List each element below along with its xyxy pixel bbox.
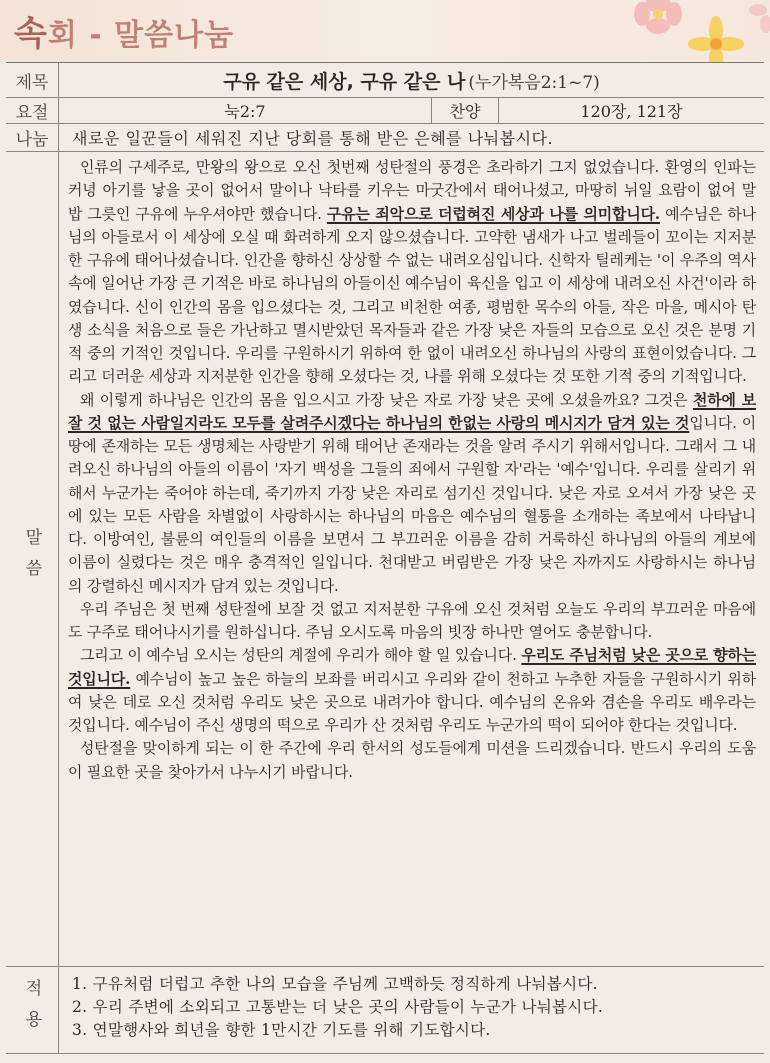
header-title-rest: 회 - 말씀나눔 [47,18,235,53]
body-paragraph-4 [68,644,756,737]
body-paragraph-5 [68,737,756,784]
body-text-segment: 인류의 구세주로, 만왕의 왕으로 오신 첫번째 성탄절의 풍경은 초라하기 그지 없었습니다. 환영의 인파는커녕 아기를 낳을 곳이 없어서 말이나 낙타를 키우는 마굿간에서 태어나셨고, 마땅히 뉘일 요람이 없어 말 밥 그릇인 구유에 누우셔야만 했습니다. [68,158,756,223]
summary-row [6,98,764,124]
body-text-segment: 예수님은 하나님의 아들로서 이 세상에 오실 때 화려하게 오지 않으셨습니다. 고약한 냄새가 나고 벌레들이 꼬이는 지저분한 구유에 태어나셨습니다. 인간을 향하신 상상할 수 없는 내려오심입니다. 신학자 틸레케는 '이 우주의 역사 속에 일어난 가장 큰 기적은 바로 하나님의 아들이신 예수님이 육신을 입고 이 세상에 내려오신 사건'이라 하였습니다. 신이 인간의 몸을 입으셨다는 것, 그리고 비천한 여종, 평범한 목수의 아들, 작은 마을, 메시아 탄생 소식을 처음으로 들은 가난하고 멸시받았던 목자들과 같은 가장 낮은 자들의 모습으로 오신 것은 분명 기적 중의 기적인 것입니다. 우리를 구원하시기 위하여 한 없이 내려오신 하나님의 사랑의 표현이었습니다. 그리고 더러운 세상과 지저분한 인간을 향해 오셨다는 것, 나를 위해 오셨다는 것 또한 기적 중의 기적입니다. [68,204,756,386]
word-label-text: 말씀 [21,528,42,590]
body-text-segment: 왜 이렇게 하나님은 인간의 몸을 입으시고 가장 낮은 자로 가장 낮은 곳에 오셨을까요? 그것은 [80,390,693,409]
word-label [6,152,59,966]
sermon-title [59,63,764,97]
hymn-label: 찬양 [432,98,499,123]
title-row [6,63,764,98]
sermon-title-reference: (누가복음2:1~7) [468,72,600,93]
summary-label: 요절 [6,98,59,123]
hymn-value: 120장, 121장 [580,102,683,121]
sermon-title-main: 구유 같은 세상, 구유 같은 나 [223,70,466,93]
body-emphasis: 구유는 죄악으로 더럽혀진 세상과 나를 의미합니다. [326,204,660,223]
flower-decoration-icon [598,0,770,62]
share-text: 새로운 일꾼들이 세워진 지난 당회를 통해 받은 은혜를 나눠봅시다. [72,129,554,148]
body-text-segment: 예수님이 높고 높은 하늘의 보좌를 버리시고 우리와 같이 천하고 누추한 자들을 구원하시기 위하여 낮은 데로 오신 것처럼 우리도 낮은 곳으로 내려가야 합니다. 예수님의 온유와 겸손을 우리도 배우라는 것입니다. 예수님이 주신 생명의 떡으로 우리가 산 것처럼 우리도 누군가의 떡이 되어야 한다는 것입니다. [68,669,756,734]
sermon-body [68,156,756,784]
body-text-segment: 그리고 이 예수님 오시는 성탄의 계절에 우리가 해야 할 일 있습니다. [80,646,522,665]
apply-item: 1. 구유처럼 더럽고 추한 나의 모습을 주님께 고백하듯 정직하게 나눠봅시다. [72,975,598,993]
apply-row [6,967,764,1054]
body-text-segment: 우리 주님은 첫 번째 성탄절에 보잘 것 없고 지저분한 구유에 오신 것처럼 오늘도 우리의 부끄러운 마음에도 구주로 태어나시기를 원하십니다. 주님 오시도록 마음의 빗장 하나만 열어도 충분합니다. [68,599,756,641]
body-paragraph-2 [68,389,756,598]
share-label: 나눔 [6,124,59,151]
body-text-segment: 입니다. 이 땅에 존재하는 모든 생명체는 사랑받기 위해 태어난 존재라는 것을 알려 주시기 위해서입니다. 그래서 그 내려오신 하나님의 아들의 이름이 '자기 백성을 그들의 죄에서 구원할 자'라는 '예수'입니다. 우리를 살리기 위해서 누군가는 죽어야 하는데, 죽기까지 가장 낮은 자리로 섬기신 것입니다. 낮은 자로 오셔서 가장 낮은 곳에 있는 모든 사람을 차별없이 사랑하시는 하나님의 마음은 예수님의 혈통을 소개하는 족보에서 나타납니다. 이방여인, 불륜의 여인들의 이름을 보면서 그 부끄러운 이름을 감히 거룩하신 하나님의 아들의 계보에 이름이 실렸다는 것은 매우 충격적인 일입니다. 천대받고 버림받은 가장 낮은 자까지도 사랑하시는 하나님의 강렬하신 메시지가 담겨 있는 것입니다. [68,413,757,595]
apply-item: 3. 연말행사와 희년을 향한 1만시간 기도를 위해 기도합시다. [72,1021,491,1039]
page-header [0,0,770,62]
body-emphasis: 천하에 보잘 것 없는 사람일지라도 모두를 살려주시겠다는 하나님의 한없는 사랑의 메시지가 담겨 있는 것 [68,390,756,432]
body-paragraph-1 [68,156,756,389]
title-label: 제목 [6,63,59,97]
body-text-segment: 성탄절을 맞이하게 되는 이 한 주간에 우리 한서의 성도들에게 미션을 드리겠습니다. 반드시 우리의 도움이 필요한 곳을 찾아가서 나누시기 바랍니다. [68,739,756,781]
apply-item: 2. 우리 주변에 소외되고 고통받는 더 낮은 곳의 사람들이 누군가 나눠봅시다. [72,998,604,1016]
body-emphasis: 우리도 주님처럼 낮은 곳으로 향하는 것입니다. [68,646,756,688]
header-title-first: 속 [14,14,48,54]
header-title [14,6,234,55]
apply-label-text: 적용 [21,979,42,1041]
apply-list [72,973,760,1042]
apply-label [6,967,59,1053]
word-row [6,152,764,967]
share-row [6,124,764,152]
summary-verse: 눅2:7 [59,98,432,123]
body-paragraph-3 [68,598,756,645]
bulletin-sheet [6,62,764,1058]
